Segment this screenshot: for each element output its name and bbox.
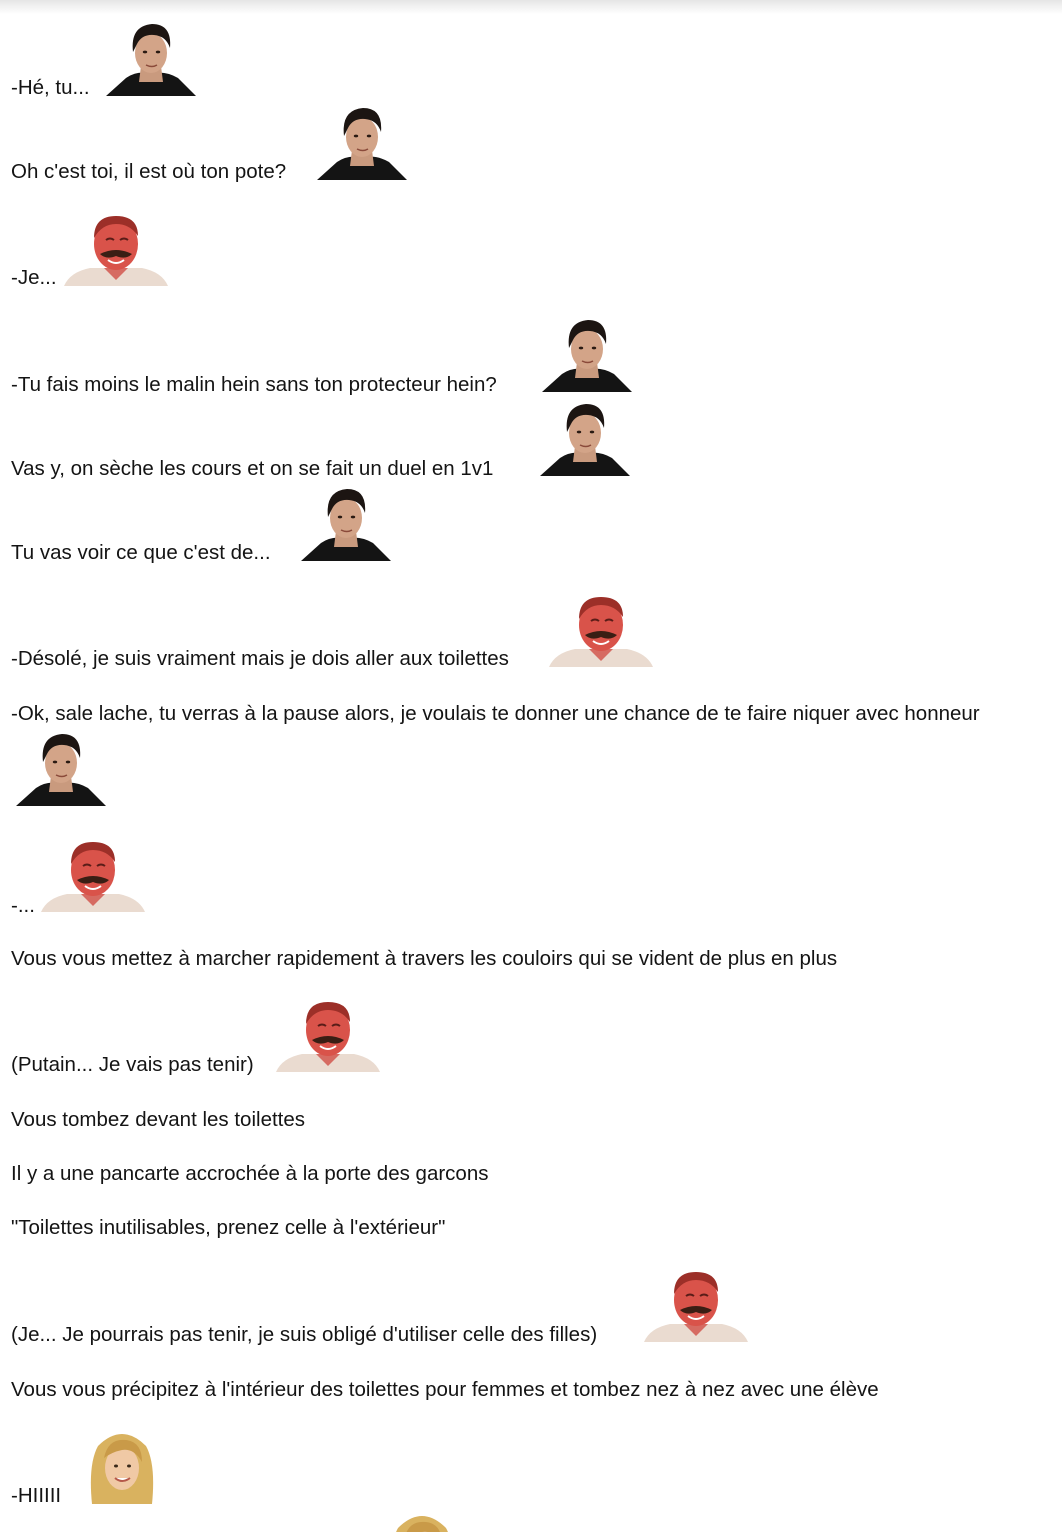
dark-haired-guy-sticker — [542, 316, 632, 392]
dark-haired-guy-sticker — [16, 730, 106, 806]
laughing-man-sticker — [41, 836, 145, 912]
dark-haired-guy-sticker — [106, 20, 196, 96]
story-line: Vous tombez devant les toilettes — [11, 1108, 306, 1131]
blonde-girl-sticker — [86, 1428, 158, 1504]
story-line: -Désolé, je suis vraiment mais je dois aller aux toilettes — [11, 647, 509, 670]
story-line: "Toilettes inutilisables, prenez celle à l'extérieur" — [11, 1216, 446, 1239]
dark-haired-guy-sticker — [301, 485, 391, 561]
story-line: Tu vas voir ce que c'est de... — [11, 541, 271, 564]
story-line: Il y a une pancarte accrochée à la porte des garcons — [11, 1162, 489, 1185]
story-line: -Tu fais moins le malin hein sans ton protecteur hein? — [11, 373, 497, 396]
story-line: Oh c'est toi, il est où ton pote? — [11, 160, 287, 183]
story-line: -Ok, sale lache, tu verras à la pause alors, je voulais te donner une chance de te faire niquer avec honneur — [11, 702, 980, 725]
story-line: -Hé, tu... — [11, 76, 90, 99]
dark-haired-guy-sticker — [317, 104, 407, 180]
story-line: (Je... Je pourrais pas tenir, je suis obligé d'utiliser celle des filles) — [11, 1323, 598, 1346]
laughing-man-sticker — [64, 210, 168, 286]
story-line: Vas y, on sèche les cours et on se fait un duel en 1v1 — [11, 457, 494, 480]
story-line: -HIIIII — [11, 1484, 62, 1507]
laughing-man-sticker — [549, 591, 653, 667]
dark-haired-guy-sticker — [540, 400, 630, 476]
story-line: -Je... — [11, 266, 57, 289]
laughing-man-sticker — [276, 996, 380, 1072]
story-line: Vous vous précipitez à l'intérieur des toilettes pour femmes et tombez nez à nez avec une élève — [11, 1378, 879, 1401]
story-line: (Putain... Je vais pas tenir) — [11, 1053, 254, 1076]
story-line: -... — [11, 894, 35, 917]
laughing-man-sticker — [644, 1266, 748, 1342]
story-line: Vous vous mettez à marcher rapidement à travers les couloirs qui se vident de plus en plus — [11, 947, 838, 970]
blonde-girl-sticker — [386, 1510, 458, 1532]
